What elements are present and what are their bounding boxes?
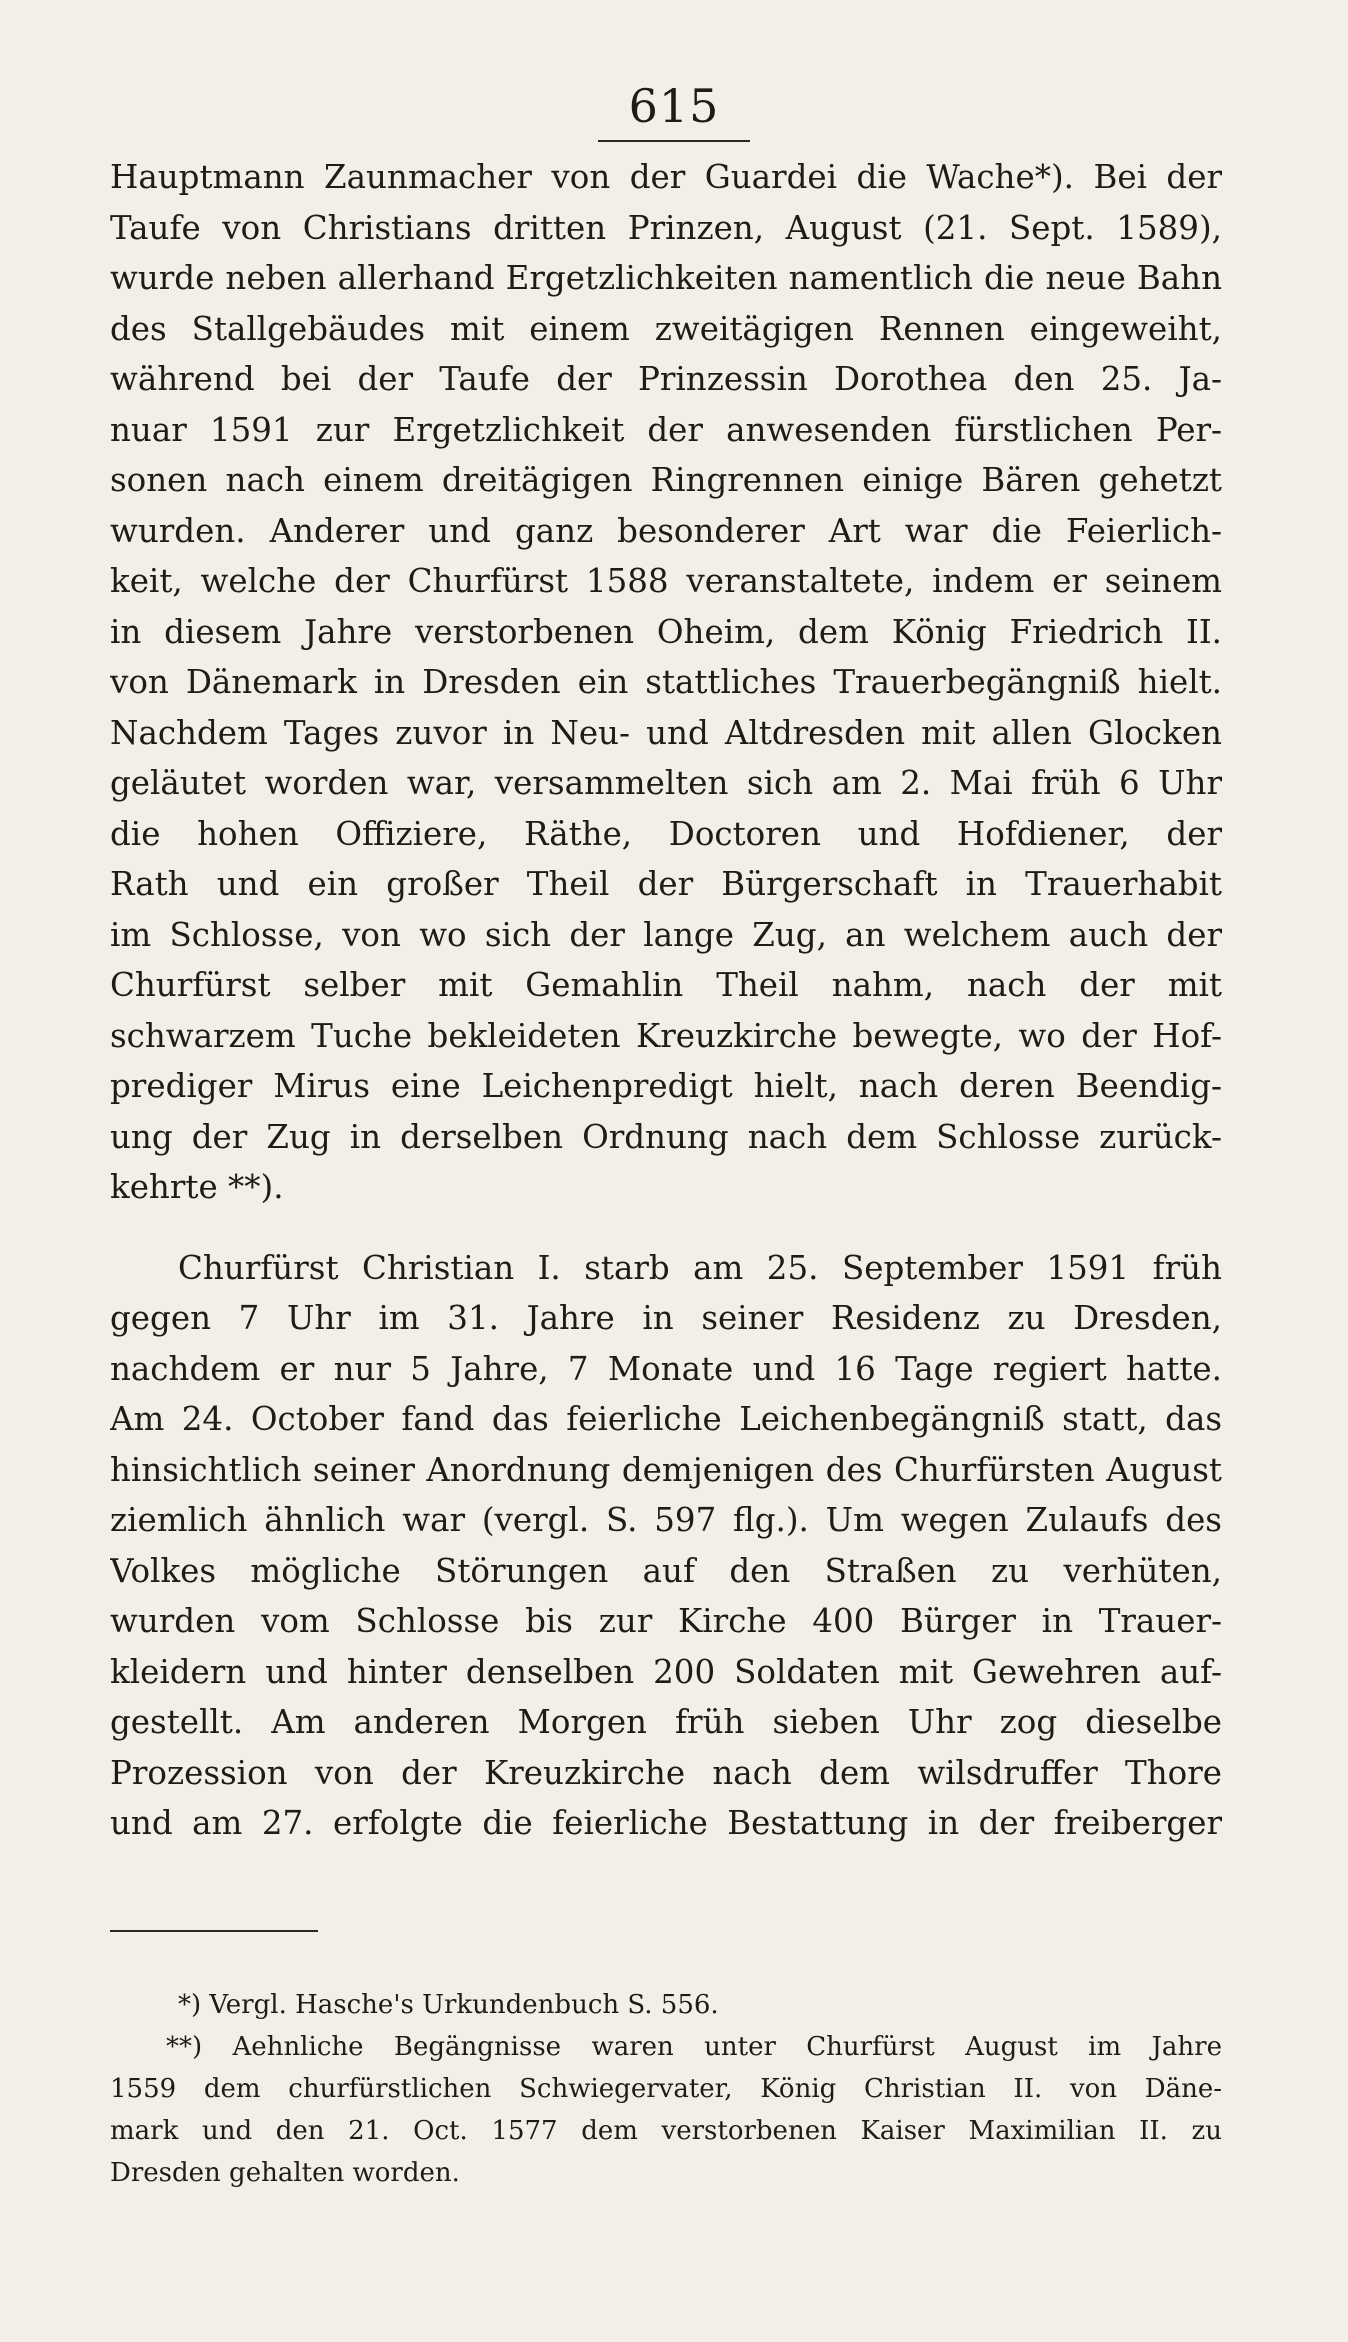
footnote-1: *) Vergl. Hasche's Urkundenbuch S. 556. — [178, 1990, 719, 2020]
text-line: nuar 1591 zur Ergetzlichkeit der anwesenden fürstlichen Per- — [110, 410, 1222, 449]
text-line: und am 27. erfolgte die feierliche Bestattung in der freiberger — [110, 1804, 1222, 1842]
text-line: geläutet worden war, versammelten sich am 2. Mai früh 6 Uhr — [110, 764, 1222, 802]
text-line: sonen nach einem dreitägigen Ringrennen einige Bären gehetzt — [110, 461, 1222, 499]
text-line: wurden. Anderer und ganz besonderer Art war die Feierlich- — [110, 511, 1222, 550]
text-line: schwarzem Tuche bekleideten Kreuzkirche bewegte, wo der Hof- — [110, 1016, 1222, 1055]
text-line: während bei der Taufe der Prinzessin Dorothea den 25. Ja- — [110, 360, 1222, 398]
text-line: Churfürst selber mit Gemahlin Theil nahm, nach der mit — [110, 966, 1222, 1004]
paragraph-2 — [110, 1243, 1222, 1849]
text-line: Taufe von Christians dritten Prinzen, August (21. Sept. 1589), — [110, 208, 1222, 247]
text-line: ziemlich ähnlich war (vergl. S. 597 flg.). Um wegen Zulaufs des — [110, 1501, 1222, 1539]
text-line: kleidern und hinter denselben 200 Soldaten mit Gewehren auf- — [110, 1652, 1222, 1691]
text-line: gegen 7 Uhr im 31. Jahre in seiner Residenz zu Dresden, — [110, 1299, 1222, 1337]
text-line: Rath und ein großer Theil der Bürgerschaft in Trauerhabit — [110, 865, 1222, 903]
text-line: prediger Mirus eine Leichenpredigt hielt, nach deren Beendig- — [110, 1067, 1222, 1105]
text-line: gestellt. Am anderen Morgen früh sieben Uhr zog dieselbe — [110, 1703, 1222, 1741]
text-line: ung der Zug in derselben Ordnung nach dem Schlosse zurück- — [110, 1117, 1222, 1156]
paragraph-1 — [110, 152, 1222, 1213]
footnote-2-line: Dresden gehalten worden. — [110, 2158, 460, 2188]
body-text — [110, 152, 1222, 1849]
footnote-2-line: **) Aehnliche Begängnisse waren unter Churfürst August im Jahre — [166, 2032, 1222, 2062]
footnote-2-line: mark und den 21. Oct. 1577 dem verstorbenen Kaiser Maximilian II. zu — [110, 2116, 1222, 2146]
text-line: wurde neben allerhand Ergetzlichkeiten namentlich die neue Bahn — [110, 259, 1222, 297]
text-line: im Schlosse, von wo sich der lange Zug, an welchem auch der — [110, 915, 1222, 954]
text-line: Churfürst Christian I. starb am 25. September 1591 früh — [178, 1248, 1222, 1287]
page-number-rule — [598, 140, 750, 142]
paragraph-gap — [110, 1213, 1222, 1243]
text-line: in diesem Jahre verstorbenen Oheim, dem König Friedrich II. — [110, 612, 1222, 651]
text-line: des Stallgebäudes mit einem zweitägigen Rennen eingeweiht, — [110, 309, 1222, 348]
text-line: keit, welche der Churfürst 1588 veranstaltete, indem er seinem — [110, 562, 1222, 600]
text-line: wurden vom Schlosse bis zur Kirche 400 Bürger in Trauer- — [110, 1602, 1222, 1640]
text-line: die hohen Offiziere, Räthe, Doctoren und Hofdiener, der — [110, 814, 1222, 853]
footnote-rule — [110, 1930, 318, 1932]
text-line: von Dänemark in Dresden ein stattliches Trauerbegängniß hielt. — [110, 663, 1222, 701]
text-line: Hauptmann Zaunmacher von der Guardei die Wache*). Bei der — [110, 158, 1222, 196]
text-line: Nachdem Tages zuvor in Neu- und Altdresden mit allen Glocken — [110, 713, 1222, 752]
text-line: hinsichtlich seiner Anordnung demjenigen des Churfürsten August — [110, 1450, 1222, 1489]
text-line: Am 24. October fand das feierliche Leichenbegängniß statt, das — [110, 1400, 1222, 1438]
text-line: kehrte **). — [110, 1168, 284, 1206]
text-line: Prozession von der Kreuzkirche nach dem wilsdruffer Thore — [110, 1753, 1222, 1792]
footnotes — [110, 1984, 1222, 2194]
text-line: Volkes mögliche Störungen auf den Straßen zu verhüten, — [110, 1551, 1222, 1590]
footnote-2-line: 1559 dem churfürstlichen Schwiegervater, König Christian II. von Däne- — [110, 2074, 1222, 2104]
page-number: 615 — [628, 79, 720, 133]
text-line: nachdem er nur 5 Jahre, 7 Monate und 16 Tage regiert hatte. — [110, 1349, 1222, 1388]
